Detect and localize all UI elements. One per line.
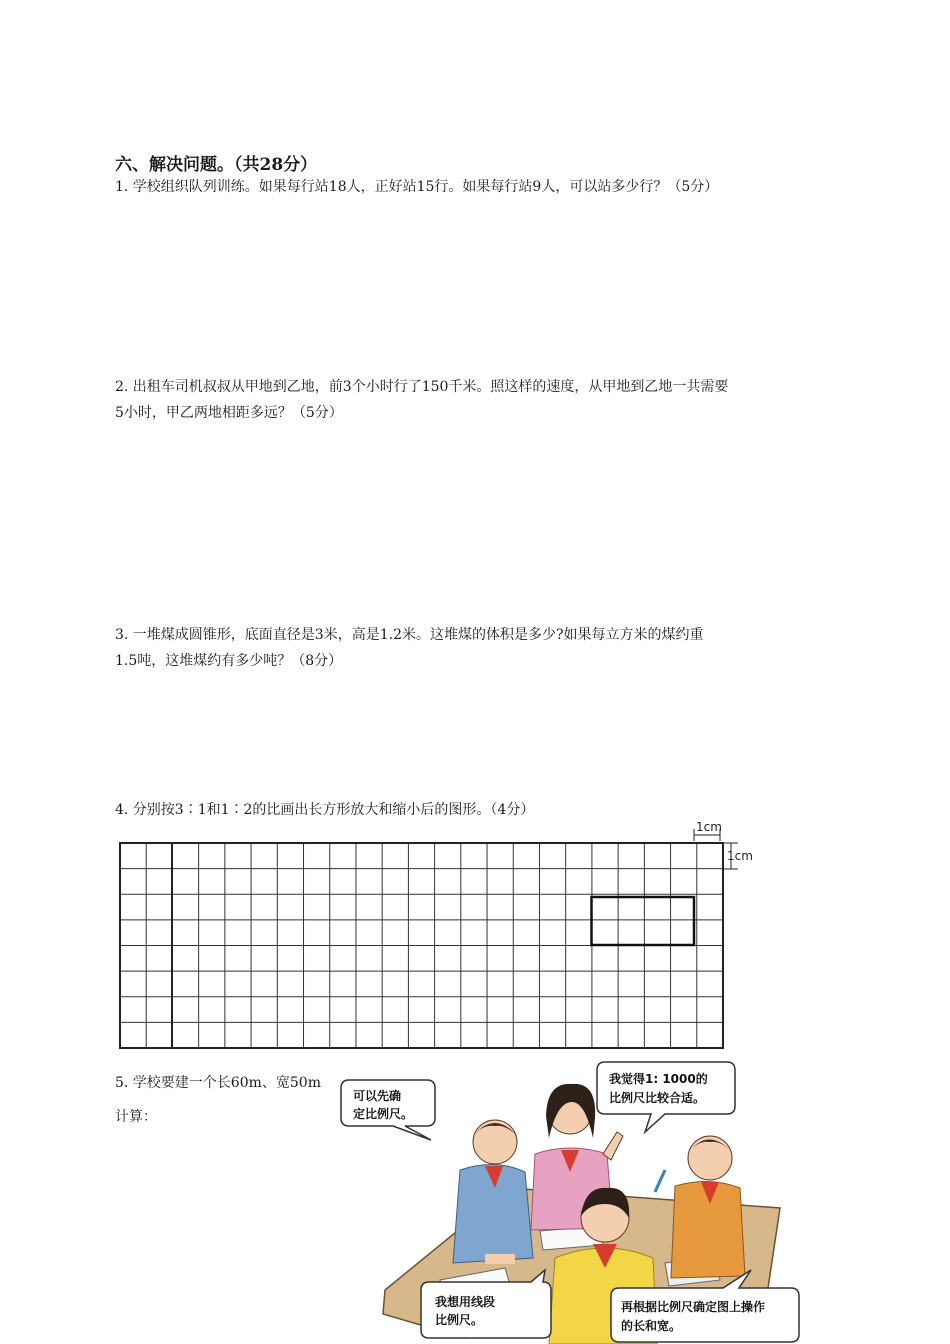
unit-label-top: 1cm bbox=[696, 820, 722, 834]
bubble-top-right-line-1: 我觉得1: 1000的 bbox=[609, 1072, 708, 1086]
bubble-left-line-2: 定比例尺。 bbox=[353, 1107, 414, 1121]
bubble-left-line-1: 可以先确 bbox=[353, 1089, 402, 1103]
question-3-line-2: 1.5吨，这堆煤约有多少吨？（8分） bbox=[115, 653, 343, 669]
question-2 bbox=[115, 374, 840, 426]
bubble-top-right-line-2: 比例尺比较合适。 bbox=[609, 1091, 706, 1105]
question-4: 4. 分别按3∶1和1∶2的比画出长方形放大和缩小后的图形。（4分） bbox=[115, 802, 535, 818]
question-2-line-2: 5小时，甲乙两地相距多远？（5分） bbox=[115, 405, 343, 421]
question-3 bbox=[115, 622, 840, 674]
unit-label-side: 1cm bbox=[727, 849, 753, 863]
boy-left bbox=[453, 1120, 533, 1264]
bubble-bottom-left-line-2: 比例尺。 bbox=[435, 1313, 484, 1327]
given-rectangle bbox=[592, 897, 695, 945]
grid-figure bbox=[112, 815, 762, 1055]
bubble-bottom-right-line-1: 再根据比例尺确定图上操作 bbox=[621, 1300, 766, 1314]
classroom-illustration bbox=[335, 1058, 815, 1344]
calc-label: 计算： bbox=[115, 1109, 157, 1125]
bubble-left bbox=[341, 1080, 435, 1140]
section-title: 六、解决问题。（共28分） bbox=[115, 155, 318, 175]
question-5: 5. 学校要建一个长60m、宽50m bbox=[115, 1075, 321, 1091]
bubble-bottom-right-line-2: 的长和宽。 bbox=[621, 1319, 682, 1333]
question-2-line-1: 2. 出租车司机叔叔从甲地到乙地，前3个小时行了150千米。照这样的速度，从甲地到乙地一共需要 bbox=[115, 379, 729, 395]
bubble-bottom-left-line-1: 我想用线段 bbox=[435, 1295, 496, 1309]
bubble-top-right bbox=[597, 1062, 735, 1132]
question-3-line-1: 3. 一堆煤成圆锥形，底面直径是3米，高是1.2米。这堆煤的体积是多少?如果每立方米的煤约重 bbox=[115, 627, 704, 643]
question-1: 1. 学校组织队列训练。如果每行站18人，正好站15行。如果每行站9人，可以站多少行？（5分） bbox=[115, 179, 719, 195]
